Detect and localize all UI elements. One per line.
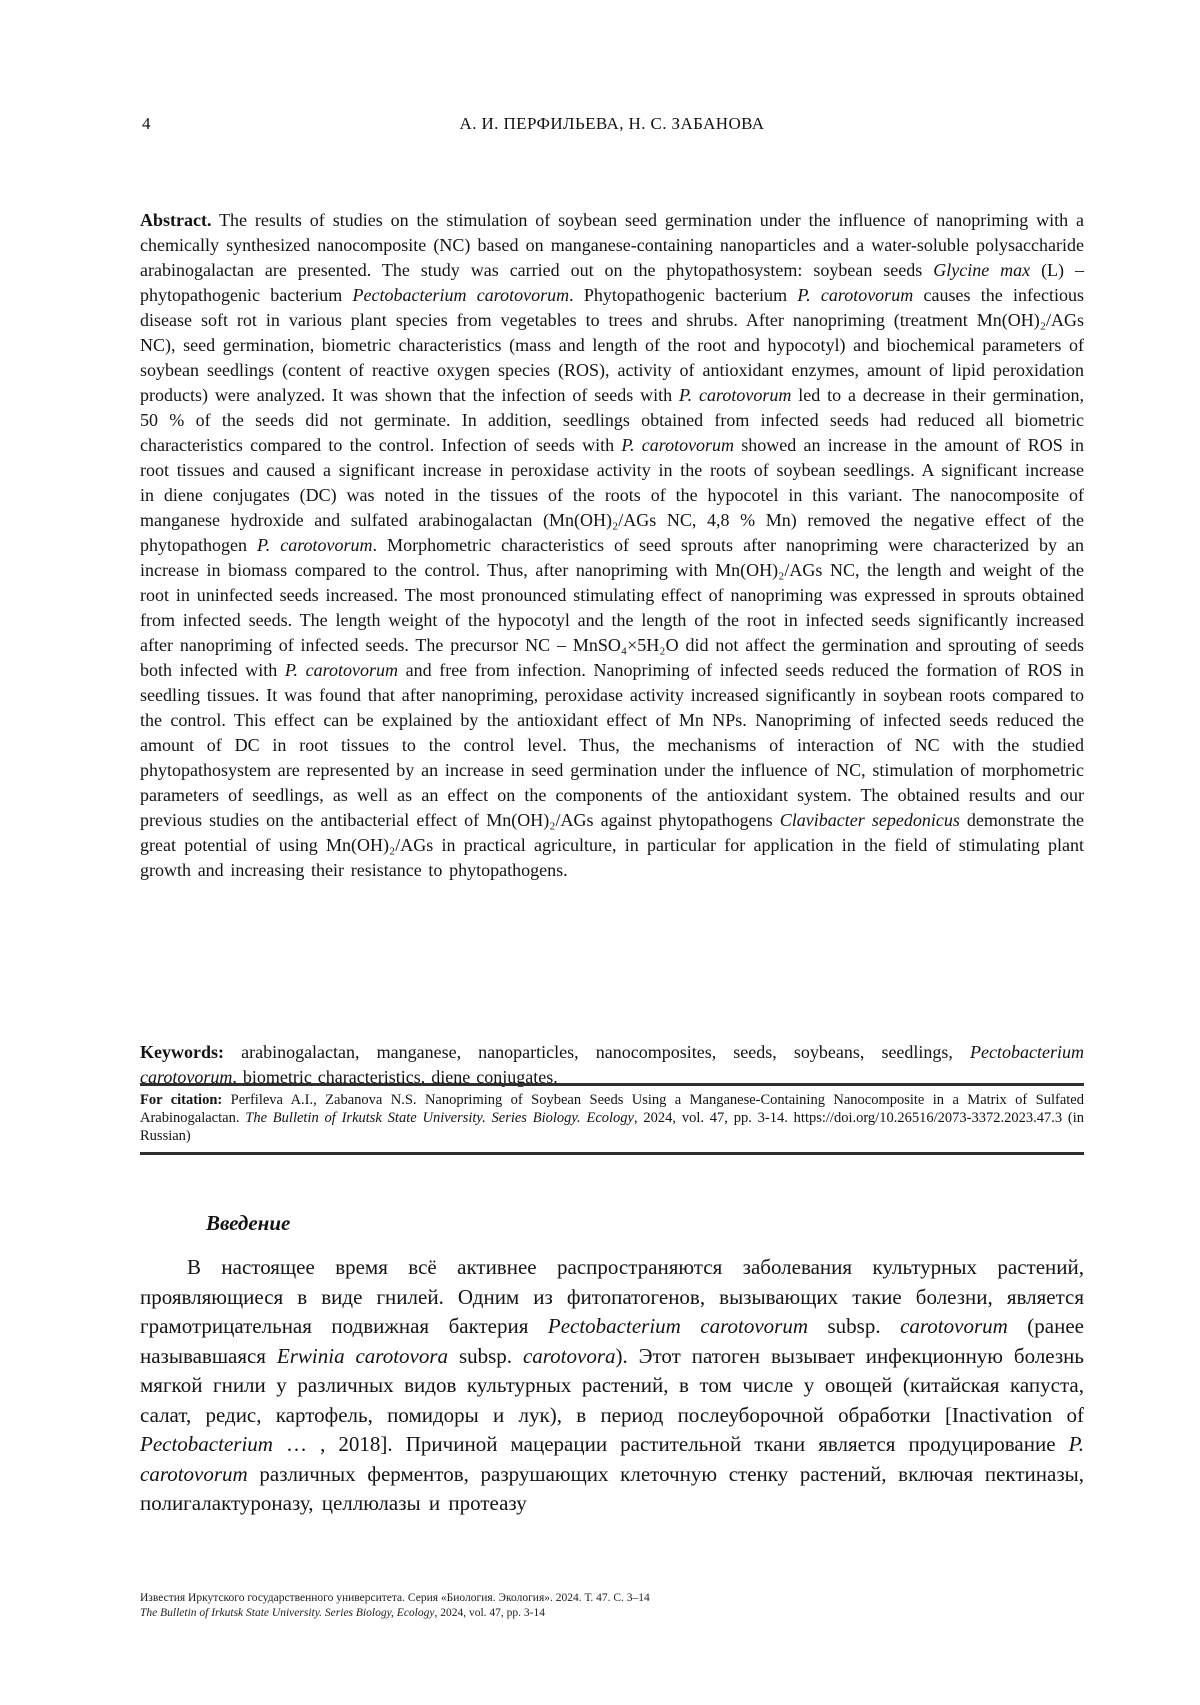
page-number: 4 xyxy=(142,114,151,133)
running-title: А. И. ПЕРФИЛЬЕВА, Н. С. ЗАБАНОВА xyxy=(459,114,765,133)
introduction-heading: Введение xyxy=(206,1211,291,1236)
introduction-paragraph: В настоящее время всё активнее распространяются заболевания культурных растений, проявляющиеся в виде гнилей. Одним из фитопатогенов, вызывающих такие болезни, является грамотрицательная подвижная бактерия Pectobacterium carotovorum subsp. carotovorum (ранее называвшаяся Erwinia carotovora subsp. carotovora). Этот патоген вызывает инфекционную болезнь мягкой гнили у различных видов культурных растений, в том числе у овощей (китайская капуста, салат, редис, картофель, помидоры и лук), в период послеуборочной обработки [Inactivation of Pectobacterium … , 2018]. Причиной мацерации растительной ткани является продуцирование P. carotovorum различных ферментов, разрушающих клеточную стенку растений, включая пектиназы, полигалактуроназу, целлюлазы и протеазу xyxy=(140,1255,1084,1515)
abstract-paragraph: Abstract. The results of studies on the stimulation of soybean seed germination under the influence of nanopriming with a chemically synthesized nanocomposite (NC) based on manganese-containing nanoparticles and a water-soluble polysaccharide arabinogalactan are presented. The study was carried out on the phytopathosystem: soybean seeds Glycine max (L) – phytopathogenic bacterium Pectobacterium carotovorum. Phytopathogenic bacterium P. carotovorum causes the infectious disease soft rot in various plant species from vegetables to trees and shrubs. After nanopriming (treatment Mn(OH)₂/AGs NC), seed germination, biometric characteristics (mass and length of the root and hypocotyl) and biochemical parameters of soybean seedlings (content of reactive oxygen species (ROS), activity of antioxidant enzymes, amount of lipid peroxidation products) were analyzed. It was shown that the infection of seeds with P. carotovorum led to a decrease in their germination, 50 % of the seeds did not germinate. In addition, seedlings obtained from infected seeds had reduced all biometric characteristics compared to the control. Infection of seeds with P. carotovorum showed an increase in the amount of ROS in root tissues and caused a significant increase in peroxidase activity in the roots of soybean seedlings. A significant increase in diene conjugates (DC) was noted in the tissues of the roots of the hypocotel in this variant. The nanocomposite of manganese hydroxide and sulfated arabinogalactan (Mn(OH)₂/AGs NC, 4,8 % Mn) removed the negative effect of the phytopathogen P. carotovorum. Morphometric characteristics of seed sprouts after nanopriming were characterized by an increase in biomass compared to the control. Thus, after nanopriming with Mn(OH)₂/AGs NC, the length and weight of the root in uninfected seeds increased. The most pronounced stimulating effect of nanopriming was expressed in sprouts obtained from infected seeds. The length weight of the hypocotyl and the length of the root in infected seeds significantly increased after nanopriming of infected seeds. The precursor NC – MnSO₄×5H₂O did not affect the germination and sprouting of seeds both infected with P. carotovorum and free from infection. Nanopriming of infected seeds reduced the formation of ROS in seedling tissues. It was found that after nanopriming, peroxidase activity increased significantly in soybean roots compared to the control. This effect can be explained by the antioxidant effect of Mn NPs. Nanopriming of infected seeds reduced the amount of DC in root tissues to the control level. Thus, the mechanisms of interaction of NC with the studied phytopathosystem are represented by an increase in seed germination under the influence of NC, stimulation of morphometric parameters of seedlings, as well as an effect on the components of the antioxidant system. The obtained results and our previous studies on the antibacterial effect of Mn(OH)₂/AGs against phytopathogens Clavibacter sepedonicus demonstrate the great potential of using Mn(OH)₂/AGs in practical agriculture, in particular for application in the field of stimulating plant growth and increasing their resistance to phytopathogens. xyxy=(140,210,1085,880)
journal-footer xyxy=(140,1591,1084,1620)
footer-line-english: The Bulletin of Irkutsk State University. Series Biology, Ecology, 2024, vol. 47, pp. 3-14 xyxy=(140,1606,545,1619)
page-header xyxy=(140,114,1084,134)
for-citation-block: For citation: Perfileva A.I., Zabanova N.S. Nanopriming of Soybean Seeds Using a Manganese-Containing Nanocomposite in a Matrix of Sulfated Arabinogalactan. The Bulletin of Irkutsk State University. Series Biology. Ecology, 2024, vol. 47, pp. 3-14. https://doi.org/10.26516/2073-3372.2023.47.3 (in Russian) xyxy=(140,1083,1084,1155)
footer-line-russian: Известия Иркутского государственного университета. Серия «Биология. Экология». 2024. Т. 47. С. 3–14 xyxy=(140,1592,650,1604)
keywords-paragraph: Keywords: arabinogalactan, manganese, nanoparticles, nanocomposites, seeds, soybeans, seedlings, Pectobacterium carotovorum, biometric characteristics, diene conjugates. xyxy=(140,1042,1084,1087)
